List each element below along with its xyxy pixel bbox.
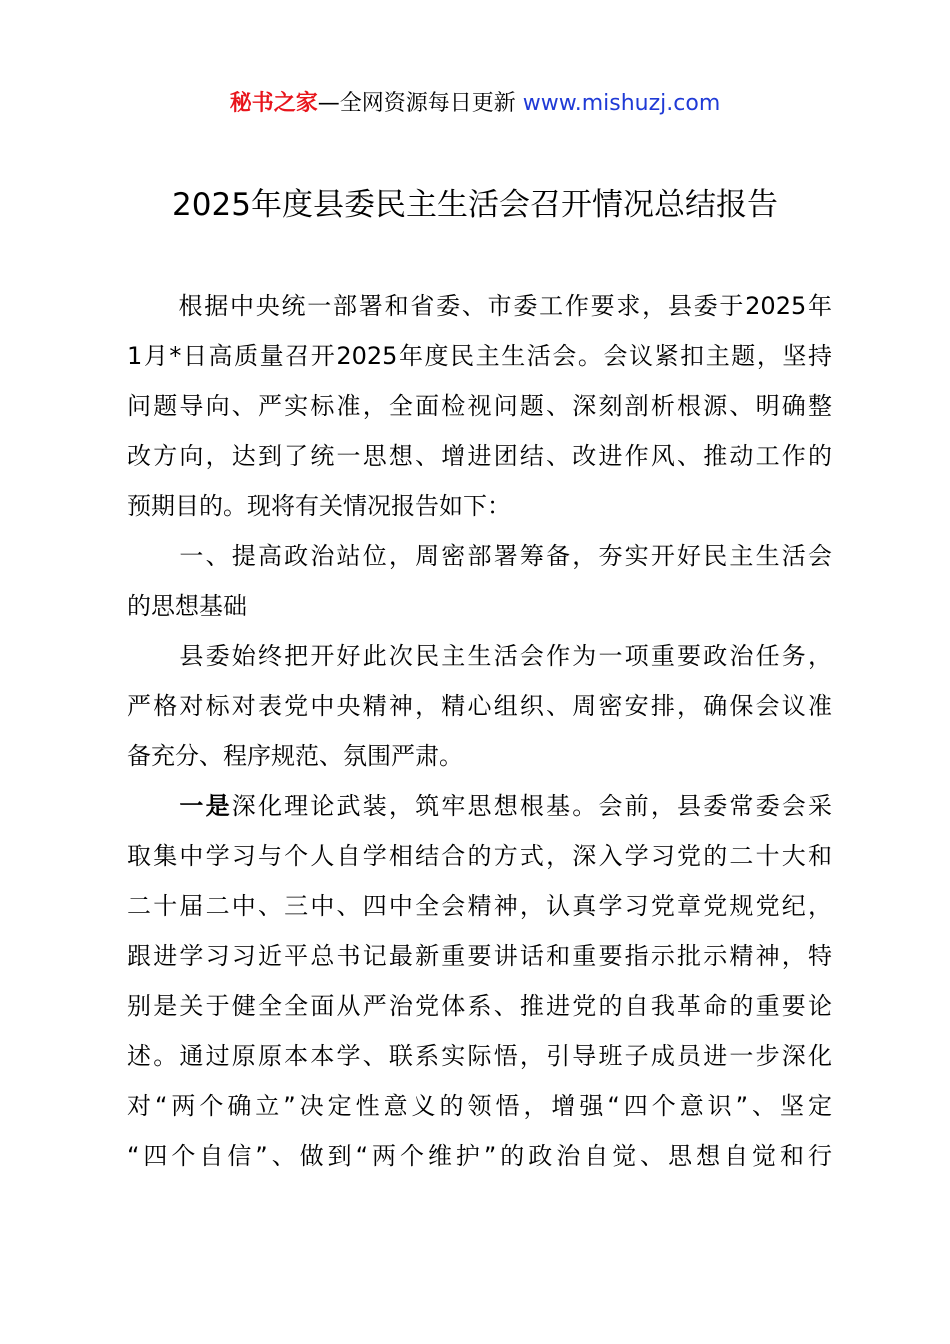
text-line: 二十届二中、三中、四中全会精神，认真学习党章党规党纪， — [127, 892, 832, 920]
site-tagline: —全网资源每日更新 — [317, 91, 523, 116]
text-line: 备充分、程序规范、氛围严肃。 — [127, 742, 463, 770]
text-line: 根据中央统一部署和省委、市委工作要求，县委于2025年 — [127, 292, 832, 320]
text-line: 取集中学习与个人自学相结合的方式，深入学习党的二十大和 — [127, 842, 832, 870]
text-line: 对“两个确立”决定性意义的领悟，增强“四个意识”、坚定 — [127, 1092, 832, 1120]
text-line: 改方向，达到了统一思想、增进团结、改进作风、推动工作的 — [127, 442, 832, 470]
text-line: 严格对标对表党中央精神，精心组织、周密安排，确保会议准 — [127, 692, 832, 720]
text-line: 述。通过原原本本学、联系实际悟，引导班子成员进一步深化 — [127, 1042, 832, 1070]
text-line: 别是关于健全全面从严治党体系、推进党的自我革命的重要论 — [127, 992, 832, 1020]
section-heading-line: 的思想基础 — [127, 592, 247, 620]
text-line: “四个自信”、做到“两个维护”的政治自觉、思想自觉和行 — [127, 1142, 832, 1170]
text-line: 预期目的。现将有关情况报告如下： — [127, 492, 511, 520]
section-heading-line: 一、提高政治站位，周密部署筹备，夯实开好民主生活会 — [127, 542, 832, 570]
site-brand: 秘书之家 — [229, 91, 318, 116]
text-line: 1月*日高质量召开2025年度民主生活会。会议紧扣主题，坚持 — [127, 342, 832, 370]
text-line: 问题导向、严实标准，全面检视问题、深刻剖析根源、明确整 — [127, 392, 832, 420]
document-body — [127, 281, 832, 1181]
document-title: 2025年度县委民主生活会召开情况总结报告 — [172, 187, 778, 223]
text-line: 跟进学习习近平总书记最新重要讲话和重要指示批示精神，特 — [127, 942, 832, 970]
text-line-with-bold-lead: 一是深化理论武装，筑牢思想根基。会前，县委常委会采 — [179, 792, 832, 820]
site-url[interactable]: www.mishuzj.com — [522, 91, 721, 116]
bold-lead: 一是 — [179, 792, 232, 820]
text-line: 县委始终把开好此次民主生活会作为一项重要政治任务， — [127, 642, 832, 670]
watermark-header — [0, 88, 950, 120]
